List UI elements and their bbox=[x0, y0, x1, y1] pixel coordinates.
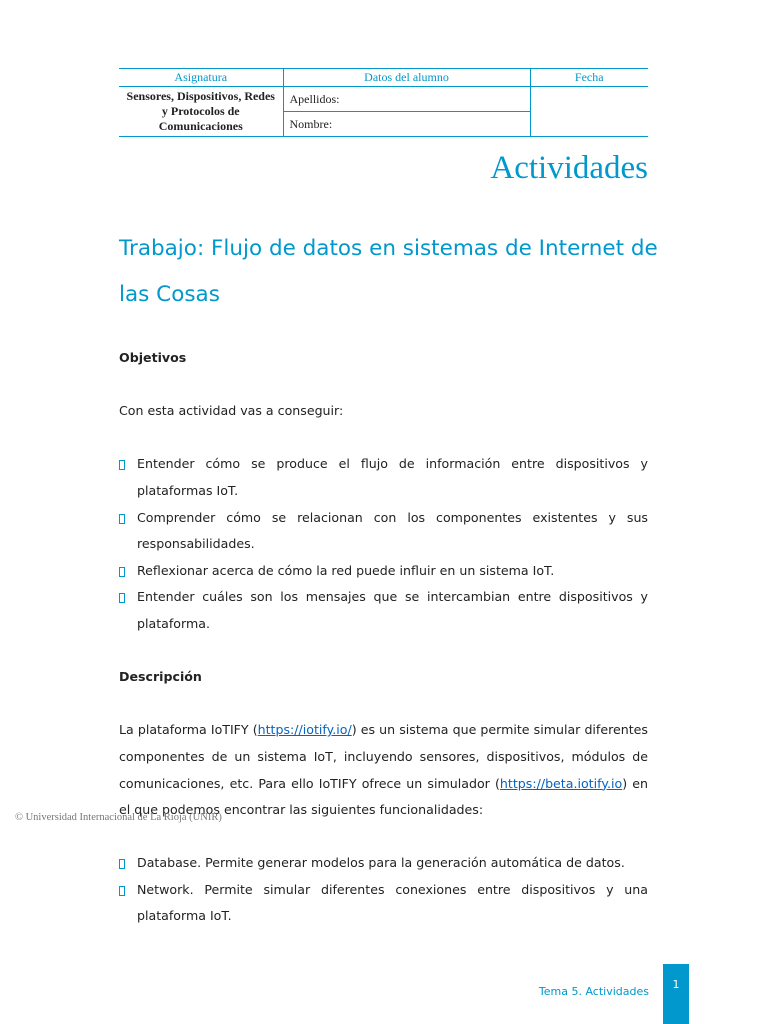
copyright-watermark: © Universidad Internacional de La Rioja (UNIR) bbox=[15, 812, 222, 823]
surname-field: Apellidos: bbox=[283, 87, 530, 112]
header-table-head-row bbox=[119, 69, 648, 87]
page-number: 1 bbox=[663, 964, 689, 1024]
objectives-list bbox=[119, 451, 648, 637]
list-item: Comprender cómo se relacionan con los componentes existentes y sus responsabilidades. bbox=[119, 505, 648, 558]
iotify-link[interactable]: https://iotify.io/ bbox=[257, 722, 352, 738]
bullet-icon bbox=[119, 567, 125, 577]
list-item: Entender cómo se produce el flujo de información entre dispositivos y plataformas IoT. bbox=[119, 451, 648, 504]
activity-subtitle: Trabajo: Flujo de datos en sistemas de Internet de las Cosas bbox=[119, 236, 658, 307]
features-list bbox=[119, 850, 648, 930]
bullet-icon bbox=[119, 859, 125, 869]
description-heading: Descripción bbox=[119, 669, 202, 685]
activity-body bbox=[119, 345, 648, 930]
col-subject-header: Asignatura bbox=[119, 69, 283, 87]
col-student-header: Datos del alumno bbox=[283, 69, 530, 87]
simulator-link[interactable]: https://beta.iotify.io bbox=[499, 775, 623, 791]
footer-label: Tema 5. Actividades bbox=[538, 985, 649, 998]
date-field bbox=[530, 87, 648, 137]
name-field: Nombre: bbox=[283, 112, 530, 137]
header-table bbox=[119, 68, 648, 137]
col-date-header: Fecha bbox=[530, 69, 648, 87]
bullet-icon bbox=[119, 460, 125, 470]
list-item: Reflexionar acerca de cómo la red puede influir en un sistema IoT. bbox=[119, 558, 648, 585]
page-title: Actividades bbox=[490, 150, 648, 186]
objectives-heading: Objetivos bbox=[119, 350, 187, 365]
list-item: Database. Permite generar modelos para la generación automática de datos. bbox=[119, 850, 648, 877]
bullet-icon bbox=[119, 593, 125, 603]
list-item: Entender cuáles son los mensajes que se intercambian entre dispositivos y plataforma. bbox=[119, 584, 648, 637]
header-table-row bbox=[119, 87, 648, 112]
objectives-intro: Con esta actividad vas a conseguir: bbox=[119, 403, 344, 419]
description-paragraph: La plataforma IoTIFY (https://iotify.io/) es un sistema que permite simular diferentes componentes de un sistema IoT, incluyendo sensores, dispositivos, módulos de comunicaciones, etc. Para ello IoTIFY ofrece un simulador (https://beta.iotify.io) en el que podemos encontrar las siguientes funcionalidades: bbox=[119, 722, 648, 818]
bullet-icon bbox=[119, 886, 125, 896]
list-item: Network. Permite simular diferentes conexiones entre dispositivos y una plataforma IoT. bbox=[119, 877, 648, 930]
bullet-icon bbox=[119, 514, 125, 524]
subject-name: Sensores, Dispositivos, Redes y Protocolos de Comunicaciones bbox=[119, 87, 283, 137]
